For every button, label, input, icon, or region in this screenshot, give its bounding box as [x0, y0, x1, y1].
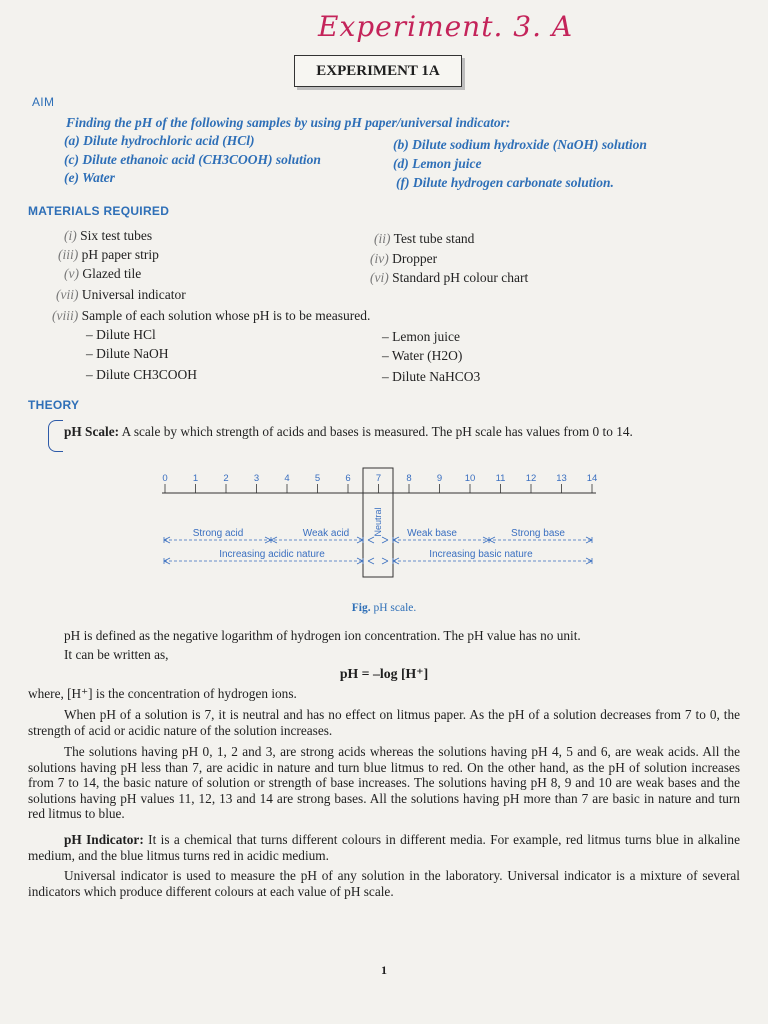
theory-heading: THEORY [28, 398, 80, 412]
aim-intro: Finding the pH of the following samples by using pH paper/universal indicator: [66, 115, 511, 130]
material-item: (v) Glazed tile [64, 266, 142, 281]
tick-label: 1 [192, 473, 199, 484]
tick-label: 10 [464, 473, 476, 484]
figure-caption: Fig. pH scale. [351, 602, 417, 614]
ph-scale-figure [140, 464, 620, 582]
tick-label: 13 [556, 473, 567, 484]
acid-base-paragraph: The solutions having pH 0, 1, 2 and 3, are strong acids whereas the solutions having pH 4, 5 and 6, are weak acids. All the solutions having pH less than 7, are acidic in nature and turn blue litmus to red. On the other hand, as the pH of solution increases from 7 to 14, the basic nature of solution or strength of base increases. The solutions having pH 8, 9 and 10 are weak bases and the solutions having pH values 11, 12, 13 and 14 are strong bases. All the solutions having pH more than 7 are basic in nature and turn red litmus to blue. [28, 744, 740, 822]
handwritten-title: Experiment. 3. A [318, 10, 574, 43]
tick-label: 0 [162, 473, 168, 484]
aim-item-f: (f) Dilute hydrogen carbonate solution. [396, 175, 614, 190]
strong-acid-label: Strong acid [192, 528, 244, 539]
neutral-label: Neutral [373, 507, 383, 537]
materials-heading: MATERIALS REQUIRED [28, 204, 170, 218]
sample-item: – Water (H2O) [382, 348, 463, 363]
ph-formula: pH = –log [H⁺] [339, 666, 429, 681]
where-line: where, [H⁺] is the concentration of hydrogen ions. [28, 686, 297, 701]
material-item: (vi) Standard pH colour chart [370, 270, 529, 285]
sample-item: – Dilute NaOH [86, 346, 169, 361]
weak-base-label: Weak base [407, 528, 457, 539]
strong-base-label: Strong base [511, 528, 565, 539]
tick-label: 6 [345, 473, 351, 484]
pen-bracket [48, 420, 63, 452]
sample-item: – Dilute HCl [86, 327, 156, 342]
definition-paragraph: pH is defined as the negative logarithm of hydrogen ion concentration. The pH value has no unit. [64, 628, 581, 643]
sample-item: – Lemon juice [382, 329, 460, 344]
tick-label: 2 [223, 473, 229, 484]
tick-label: 12 [525, 473, 537, 484]
tick-label: 5 [314, 473, 321, 484]
tick-label: 4 [284, 473, 290, 484]
aim-item-c: (c) Dilute ethanoic acid (CH3COOH) solution [64, 152, 321, 167]
neutral-paragraph: When pH of a solution is 7, it is neutral and has no effect on litmus paper. As the pH of a solution decreases from 7 to 0, the strength of acid or acidic nature of the solution increases. [28, 707, 740, 738]
acidic-nature-label: Increasing acidic nature [219, 549, 325, 560]
tick-label: 14 [586, 473, 598, 484]
tick-label: 8 [406, 473, 412, 484]
aim-heading: AIM [32, 95, 55, 109]
sample-item: – Dilute NaHCO3 [382, 369, 481, 384]
aim-item-b: (b) Dilute sodium hydroxide (NaOH) solution [393, 137, 647, 152]
material-item: (ii) Test tube stand [374, 231, 475, 246]
aim-item-d: (d) Lemon juice [393, 156, 482, 171]
universal-indicator-paragraph: Universal indicator is used to measure the pH of any solution in the laboratory. Universal indicator is a mixture of several indicators which produce different colours at each value of pH scale. [28, 868, 740, 899]
sample-item: – Dilute CH3COOH [86, 367, 197, 382]
written-as-line: It can be written as, [64, 647, 169, 662]
basic-nature-label: Increasing basic nature [429, 549, 533, 560]
tick-label: 9 [436, 473, 443, 484]
aim-item-a: (a) Dilute hydrochloric acid (HCl) [64, 133, 255, 148]
tick-label: 7 [375, 473, 382, 484]
indicator-paragraph: pH Indicator: It is a chemical that turns different colours in different media. For example, red litmus turns blue in alkaline medium, and the blue litmus turns red in acidic medium. [28, 832, 740, 863]
material-item: (iv) Dropper [370, 251, 438, 266]
tick-label: 3 [253, 473, 260, 484]
tick-label: 11 [495, 473, 506, 484]
material-item: (iii) pH paper strip [58, 247, 159, 262]
material-item: (viii) Sample of each solution whose pH is to be measured. [52, 308, 371, 323]
weak-acid-label: Weak acid [302, 528, 350, 539]
aim-item-e: (e) Water [64, 170, 115, 185]
experiment-title: EXPERIMENT 1A [294, 55, 462, 87]
ph-scale-definition: pH Scale: A scale by which strength of acids and bases is measured. The pH scale has values from 0 to 14. [64, 424, 633, 439]
ph-ticks [162, 473, 597, 493]
material-item: (vii) Universal indicator [56, 287, 186, 302]
material-item: (i) Six test tubes [64, 228, 153, 243]
page-number: 1 [381, 963, 387, 977]
